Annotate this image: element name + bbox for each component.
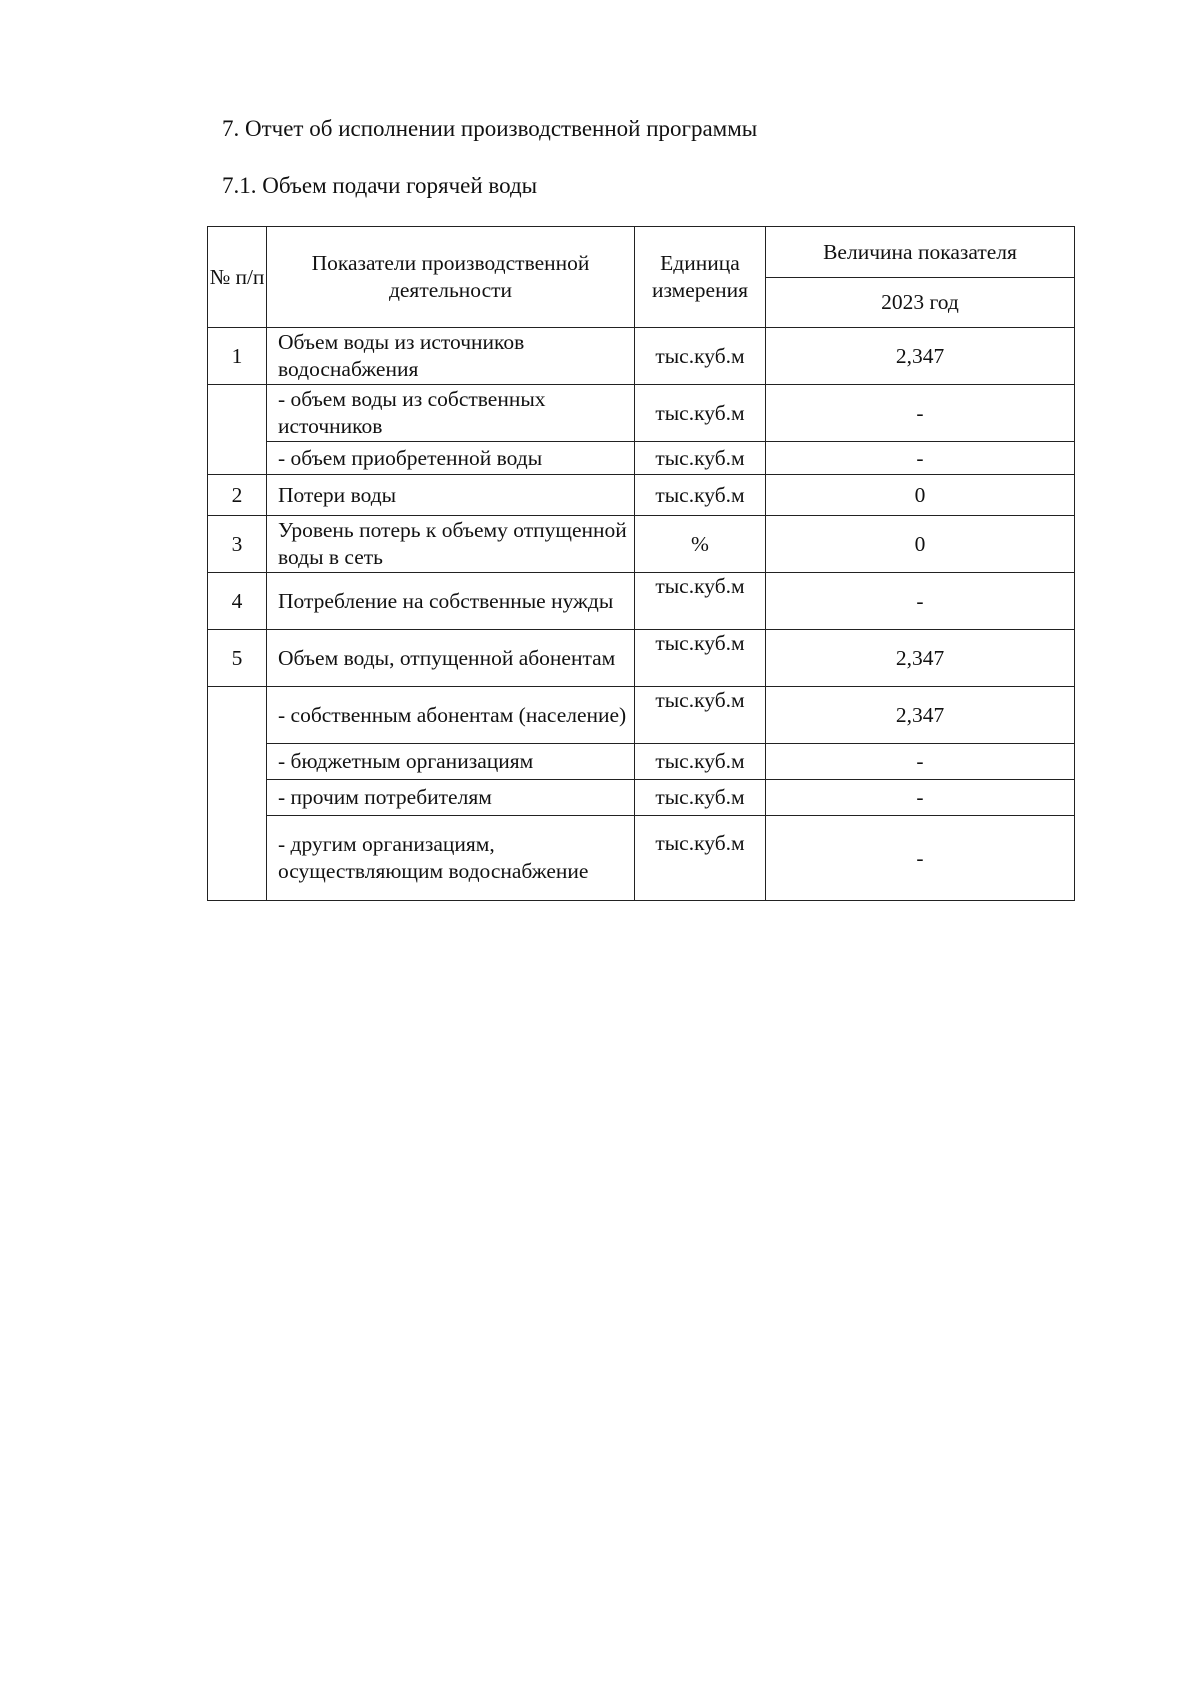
row-value: 2,347 xyxy=(766,687,1075,744)
header-year: 2023 год xyxy=(766,278,1075,328)
table-row xyxy=(208,630,1075,687)
row-name: - собственным абонентам (население) xyxy=(267,687,635,744)
row-value: 2,347 xyxy=(766,328,1075,385)
row-name: - бюджетным организациям xyxy=(267,744,635,780)
row-unit: % xyxy=(635,516,766,573)
table-row xyxy=(208,442,1075,475)
table-row xyxy=(208,816,1075,901)
row-value: - xyxy=(766,573,1075,630)
header-indicator: Показатели производственной деятельности xyxy=(267,227,635,328)
row-value: - xyxy=(766,744,1075,780)
row-value: - xyxy=(766,442,1075,475)
row-value: - xyxy=(766,780,1075,816)
row-name: - другим организациям, осуществляющим водоснабжение xyxy=(267,816,635,901)
section-heading: 7. Отчет об исполнении производственной программы xyxy=(222,116,758,141)
row-num: 2 xyxy=(208,475,267,516)
row-value: - xyxy=(766,816,1075,901)
row-name: Уровень потерь к объему отпущенной воды в сеть xyxy=(267,516,635,573)
row-unit: тыс.куб.м xyxy=(635,385,766,442)
row-value: - xyxy=(766,385,1075,442)
row-name: - прочим потребителям xyxy=(267,780,635,816)
row-unit: тыс.куб.м xyxy=(635,780,766,816)
header-value-group: Величина показателя xyxy=(766,227,1075,278)
row-name: Потребление на собственные нужды xyxy=(267,573,635,630)
table-row xyxy=(208,328,1075,385)
table-row xyxy=(208,475,1075,516)
row-unit: тыс.куб.м xyxy=(635,816,766,901)
row-num xyxy=(208,385,267,475)
row-unit: тыс.куб.м xyxy=(635,687,766,744)
row-unit: тыс.куб.м xyxy=(635,573,766,630)
row-unit: тыс.куб.м xyxy=(635,744,766,780)
row-unit: тыс.куб.м xyxy=(635,442,766,475)
row-num: 5 xyxy=(208,630,267,687)
row-name: Объем воды из источников водоснабжения xyxy=(267,328,635,385)
row-unit: тыс.куб.м xyxy=(635,475,766,516)
row-unit: тыс.куб.м xyxy=(635,328,766,385)
row-unit: тыс.куб.м xyxy=(635,630,766,687)
table-row xyxy=(208,573,1075,630)
row-name: - объем воды из собственных источников xyxy=(267,385,635,442)
row-name: Потери воды xyxy=(267,475,635,516)
row-num: 1 xyxy=(208,328,267,385)
row-value: 0 xyxy=(766,516,1075,573)
table-row xyxy=(208,516,1075,573)
row-num: 3 xyxy=(208,516,267,573)
row-name: Объем воды, отпущенной абонентам xyxy=(267,630,635,687)
table-row xyxy=(208,385,1075,442)
row-num xyxy=(208,687,267,901)
row-value: 0 xyxy=(766,475,1075,516)
table-row xyxy=(208,687,1075,744)
subsection-heading: 7.1. Объем подачи горячей воды xyxy=(222,173,538,198)
production-program-table xyxy=(207,226,1075,901)
row-name: - объем приобретенной воды xyxy=(267,442,635,475)
header-num: № п/п xyxy=(208,227,267,328)
header-unit: Единица измерения xyxy=(635,227,766,328)
row-num: 4 xyxy=(208,573,267,630)
row-value: 2,347 xyxy=(766,630,1075,687)
table-row xyxy=(208,744,1075,780)
table-row xyxy=(208,780,1075,816)
